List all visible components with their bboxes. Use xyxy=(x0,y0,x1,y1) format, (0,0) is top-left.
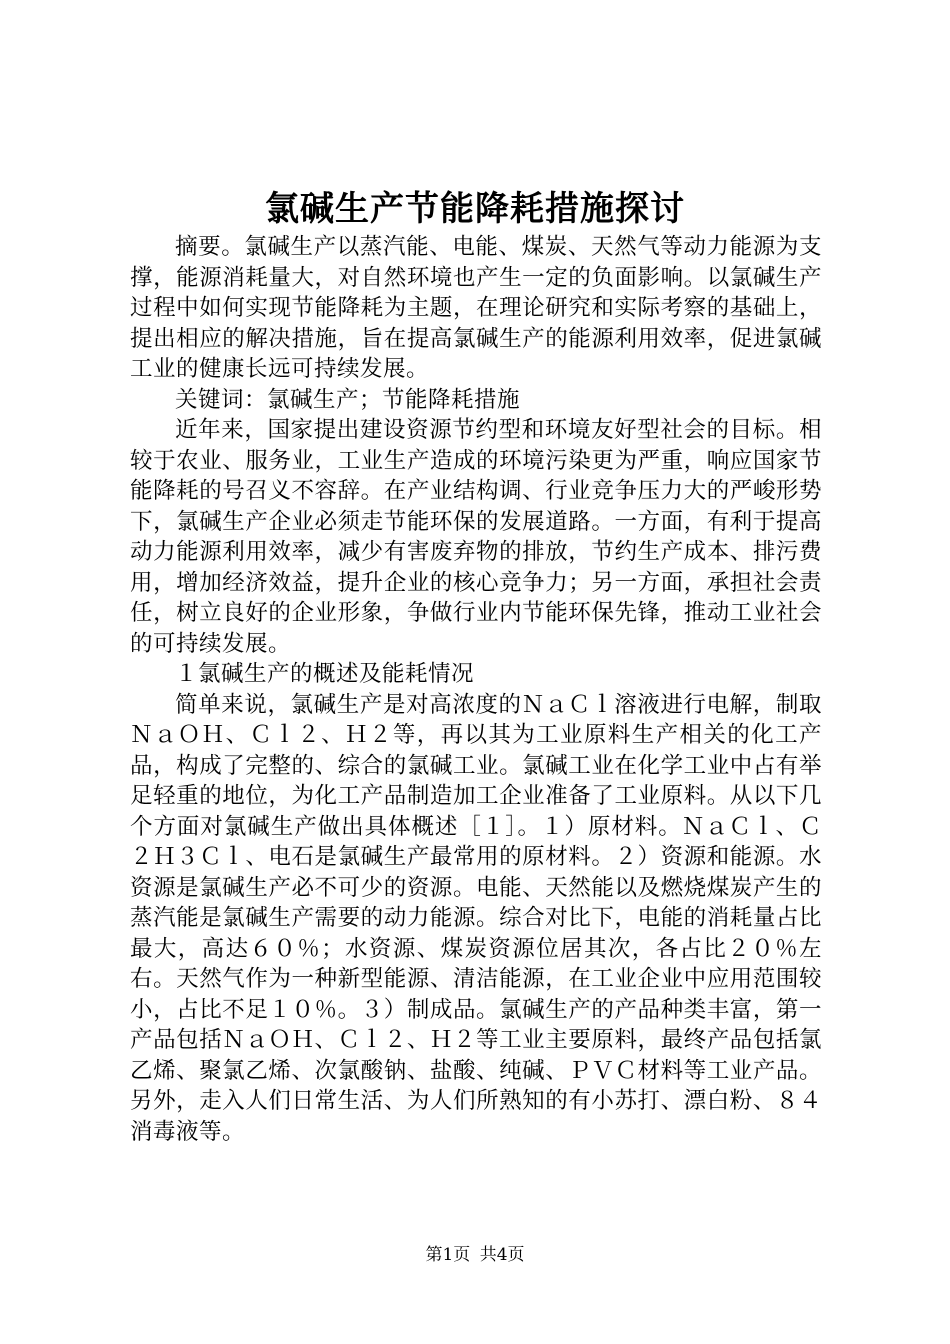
section-heading-1: １氯碱生产的概述及能耗情况 xyxy=(175,661,475,687)
document-title: 氯碱生产节能降耗措施探讨 xyxy=(265,189,685,229)
document-body xyxy=(130,232,822,1147)
abstract-paragraph: 摘要。氯碱生产以蒸汽能、电能、煤炭、天然气等动力能源为支撑，能源消耗量大，对自然环境也产生一定的负面影响。以氯碱生产过程中如何实现节能降耗为主题，在理论研究和实际考察的基础上，提出相应的解决措施，旨在提高氯碱生产的能源利用效率，促进氯碱工业的健康长远可持续发展。 xyxy=(130,234,822,382)
page-number: 第1页 xyxy=(425,1245,471,1265)
intro-paragraph: 近年来，国家提出建设资源节约型和环境友好型社会的目标。相较于农业、服务业，工业生产造成的环境污染更为严重，响应国家节能降耗的号召义不容辞。在产业结构调、行业竞争压力大的严峻形势下，氯碱生产企业必须走节能环保的发展道路。一方面，有利于提高动力能源利用效率，减少有害废弃物的排放，节约生产成本、排污费用，增加经济效益，提升企业的核心竞争力；另一方面，承担社会责任，树立良好的企业形象，争做行业内节能环保先锋，推动工业社会的可持续发展。 xyxy=(130,417,822,657)
keywords-paragraph: 关键词：氯碱生产；节能降耗措施 xyxy=(175,386,521,413)
page-total: 共4页 xyxy=(479,1245,525,1265)
section-1-paragraph: 简单来说，氯碱生产是对高浓度的ＮａＣｌ溶液进行电解，制取ＮａＯＨ、Ｃｌ２、Ｈ２等，再以其为工业原料生产相关的化工产品，构成了完整的、综合的氯碱工业。氯碱工业在化学工业中占有举足轻重的地位，为化工产品制造加工企业准备了工业原料。从以下几个方面对氯碱生产做出具体概述［１］。１）原材料。ＮａＣｌ、Ｃ２Ｈ３Ｃｌ、电石是氯碱生产最常用的原材料。２）资源和能源。水资源是氯碱生产必不可少的资源。电能、天然能以及燃烧煤炭产生的蒸汽能是氯碱生产需要的动力能源。综合对比下，电能的消耗量占比最大，高达６０％；水资源、煤炭资源位居其次，各占比２０％左右。天然气作为一种新型能源、清洁能源，在工业企业中应用范围较小，占比不足１０％。３）制成品。氯碱生产的产品种类丰富，第一产品包括ＮａＯＨ、Ｃｌ２、Ｈ２等工业主要原料，最终产品包括氯乙烯、聚氯乙烯、次氯酸钠、盐酸、纯碱、ＰＶＣ材料等工业产品。另外，走入人们日常生活、为人们所熟知的有小苏打、漂白粉、８４消毒液等。 xyxy=(130,691,822,1145)
page-footer xyxy=(0,1244,950,1266)
